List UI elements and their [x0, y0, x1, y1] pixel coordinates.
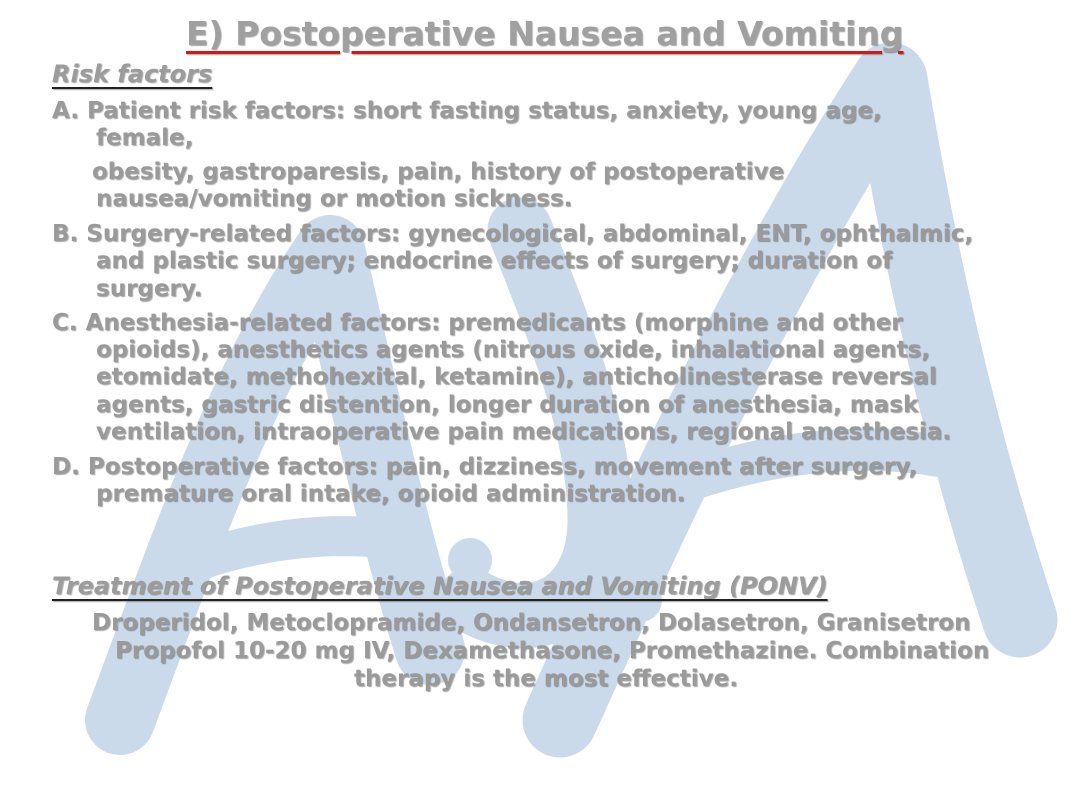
risk-c-line-5: ventilation, intraoperative pain medications, regional anesthesia. — [96, 419, 952, 445]
risk-c-line-2: opioids), anesthetics agents (nitrous oxide, inhalational agents, — [96, 337, 930, 363]
treatment-line-3: therapy is the most effective. — [354, 666, 738, 692]
risk-a-line-1: A. Patient risk factors: short fasting status, anxiety, young age, — [52, 98, 882, 124]
risk-b-line-2: and plastic surgery; endocrine effects of surgery; duration of — [96, 248, 893, 274]
treatment-line-1: Droperidol, Metoclopramide, Ondansetron, Dolasetron, Granisetron — [92, 610, 971, 636]
risk-a-line-3: obesity, gastroparesis, pain, history of postoperative — [92, 159, 785, 185]
risk-factors-heading: Risk factors — [52, 60, 213, 88]
risk-a-line-4: nausea/vomiting or motion sickness. — [96, 186, 573, 212]
risk-d-line-2: premature oral intake, opioid administration. — [96, 481, 686, 507]
treatment-line-2: Propofol 10-20 mg IV, Dexamethasone, Promethazine. Combination — [115, 638, 990, 664]
risk-c-line-3: etomidate, methohexital, ketamine), anticholinesterase reversal — [96, 364, 937, 390]
risk-b-line-1: B. Surgery-related factors: gynecological, abdominal, ENT, ophthalmic, — [52, 221, 974, 247]
risk-a-line-2: female, — [96, 125, 194, 151]
treatment-heading: Treatment of Postoperative Nausea and Vomiting (PONV) — [52, 572, 828, 600]
risk-c-line-4: agents, gastric distention, longer duration of anesthesia, mask — [96, 392, 919, 418]
watermark-crossbar-left — [200, 536, 400, 560]
risk-b-line-3: surgery. — [96, 276, 203, 302]
slide-title: E) Postoperative Nausea and Vomiting — [186, 14, 904, 53]
risk-d-line-1: D. Postoperative factors: pain, dizziness, movement after surgery, — [52, 454, 918, 480]
risk-c-line-1: C. Anesthesia-related factors: premedicants (morphine and other — [52, 310, 903, 336]
